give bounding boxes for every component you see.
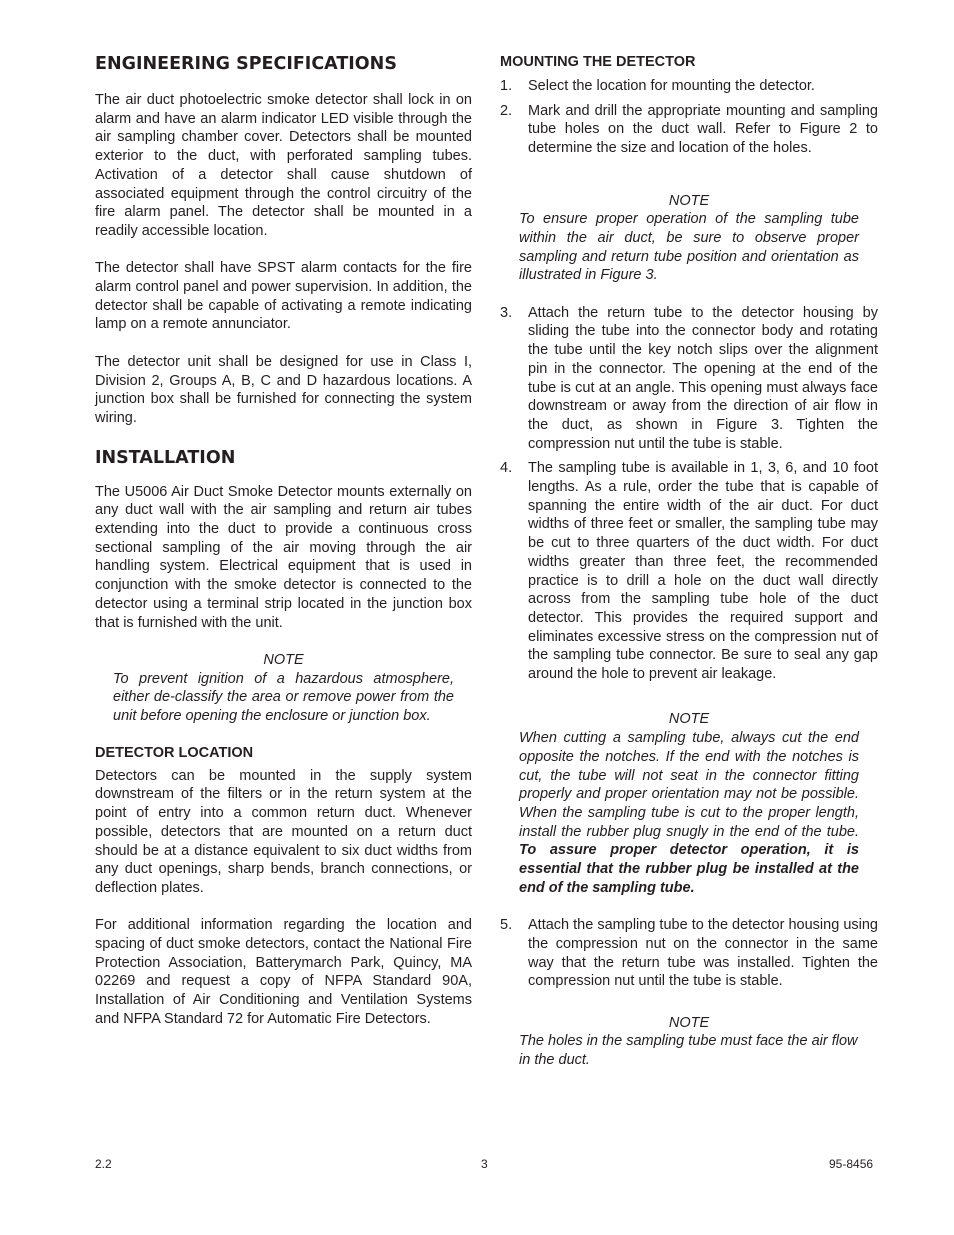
note-hazardous-atmosphere xyxy=(113,651,454,726)
note-heading: NOTE xyxy=(668,1014,710,1031)
eng-spec-paragraph-1: The air duct photoelectric smoke detector shall lock in on alarm and have an alarm indicator LED visible through the air sampling chamber cover. Detectors shall be mounted exterior to the duct, with perforated sampling tubes. Activation of a detector shall cause shutdown of associated equipment through the control circuitry of the fire alarm panel. The detector shall be mounted in a readily accessible location. xyxy=(95,92,472,239)
mounting-the-detector-heading: MOUNTING THE DETECTOR xyxy=(500,54,696,70)
mounting-steps-list xyxy=(500,77,878,158)
note-text: To prevent ignition of a hazardous atmosphere, either de-classify the area or remove power from the unit before opening the enclosure or junction box. xyxy=(113,670,454,725)
step-number: 3. xyxy=(500,304,513,321)
note-text: The holes in the sampling tube must face the air flow in the duct. xyxy=(519,1033,858,1069)
detector-location-paragraph-2: For additional information regarding the location and spacing of duct smoke detectors, contact the National Fire Protection Association, Batterymarch Park, Quincy, MA 02269 and request a copy of NFPA Standard 90A, Installation of Air Conditioning and Ventilation Systems and NFPA Standard 72 for Automatic Fire Detectors. xyxy=(95,917,472,1027)
step-text: Attach the return tube to the detector housing by sliding the tube into the connector body and rotating the tube until the key notch slips over the alignment pin in the connector. The opening at the end of the tube is cut at an angle. This opening must always face downstream or away from the direction of air flow in the duct, as shown in Figure 3. Tighten the compression nut until the tube is stable. xyxy=(528,304,878,452)
right-column xyxy=(500,52,878,1070)
list-item xyxy=(500,77,878,96)
mounting-steps-list-final xyxy=(500,916,878,991)
list-item xyxy=(500,102,878,158)
step-text: Mark and drill the appropriate mounting and sampling tube holes on the duct wall. Refer to Figure 2 to determine the size and location of the holes. xyxy=(528,102,878,157)
step-text: Attach the sampling tube to the detector housing using the compression nut on the connector in the same way that the return tube was installed. Tighten the compression nut until the tube is stable. xyxy=(528,917,878,990)
list-item xyxy=(500,304,878,454)
note-text-bold: To assure proper detector operation, it is essential that the rubber plug be installed at the end of the sampling tube. xyxy=(519,842,859,896)
installation-paragraph: The U5006 Air Duct Smoke Detector mounts externally on any duct wall with the air sampling and return air tubes extending into the duct to provide a continuous cross sectional sampling of the air moving through the air handling system. Electrical equipment that is used in conjunction with the smoke detector is connected to the detector using a terminal strip located in the junction box that is furnished with the unit. xyxy=(95,483,472,631)
step-number: 1. xyxy=(500,78,513,94)
footer-page-number: 3 xyxy=(481,1157,488,1171)
note-heading: NOTE xyxy=(263,651,304,668)
footer-document-number: 95-8456 xyxy=(829,1157,874,1171)
note-sampling-tube-orientation xyxy=(519,177,859,286)
eng-spec-paragraph-3: The detector unit shall be designed for use in Class I, Division 2, Groups A, B, C and D hazardous locations. A junction box shall be furnished for connecting the system wiring. xyxy=(95,353,472,426)
note-text xyxy=(519,729,859,897)
note-heading: NOTE xyxy=(668,711,710,728)
note-cutting-sampling-tube xyxy=(519,702,859,897)
engineering-specifications-heading: ENGINEERING SPECIFICATIONS xyxy=(95,54,397,74)
list-item xyxy=(500,459,878,683)
eng-spec-paragraph-2: The detector shall have SPST alarm contacts for the fire alarm control panel and power supervision. In addition, the detector shall be capable of activating a remote indicating lamp on a remote annunciator. xyxy=(95,260,472,333)
note-holes-face-air-flow xyxy=(519,1010,859,1070)
step-number: 2. xyxy=(500,102,513,119)
footer-revision: 2.2 xyxy=(95,1157,112,1171)
left-column xyxy=(95,52,472,1029)
step-text: Select the location for mounting the detector. xyxy=(528,78,815,94)
list-item xyxy=(500,916,878,991)
detector-location-heading: DETECTOR LOCATION xyxy=(95,744,254,761)
mounting-steps-list-continued xyxy=(500,304,878,684)
detector-location-paragraph-1: Detectors can be mounted in the supply system downstream of the filters or in the return system at the point of entry into a common return duct. Whenever possible, detectors that are mounted on a return duct should be at a distance equivalent to six duct widths from any duct openings, sharp bends, branch connections, or deflection plates. xyxy=(95,767,472,896)
note-text: To ensure proper operation of the sampling tube within the air duct, be sure to observe proper sampling and return tube position and orientation as illustrated in Figure 3. xyxy=(519,211,859,284)
step-number: 4. xyxy=(500,460,513,477)
step-number: 5. xyxy=(500,917,513,934)
step-text: The sampling tube is available in 1, 3, 6, and 10 foot lengths. As a rule, order the tube that is capable of spanning the entire width of the air duct. For duct widths of three feet or smaller, the sampling tube may be cut to three quarters of the duct width. For duct widths greater than three feet, the recommended practice is to drill a hole on the duct wall directly across from the sampling tube hole of the duct detector. This provides the required support and eliminates excessive stress on the compression nut of the sampling tube connector. Be sure to seal any gap around the hole to prevent air leakage. xyxy=(528,460,878,683)
note-heading: NOTE xyxy=(668,192,710,209)
installation-heading: INSTALLATION xyxy=(95,447,236,468)
note-text-regular: When cutting a sampling tube, always cut the end opposite the notches. If the end with the notches is cut, the tube will not seat in the connector fitting properly and proper orientation may not be possible. When the sampling tube is cut to the proper length, install the rubber plug snugly in the end of the tube. xyxy=(519,730,859,840)
